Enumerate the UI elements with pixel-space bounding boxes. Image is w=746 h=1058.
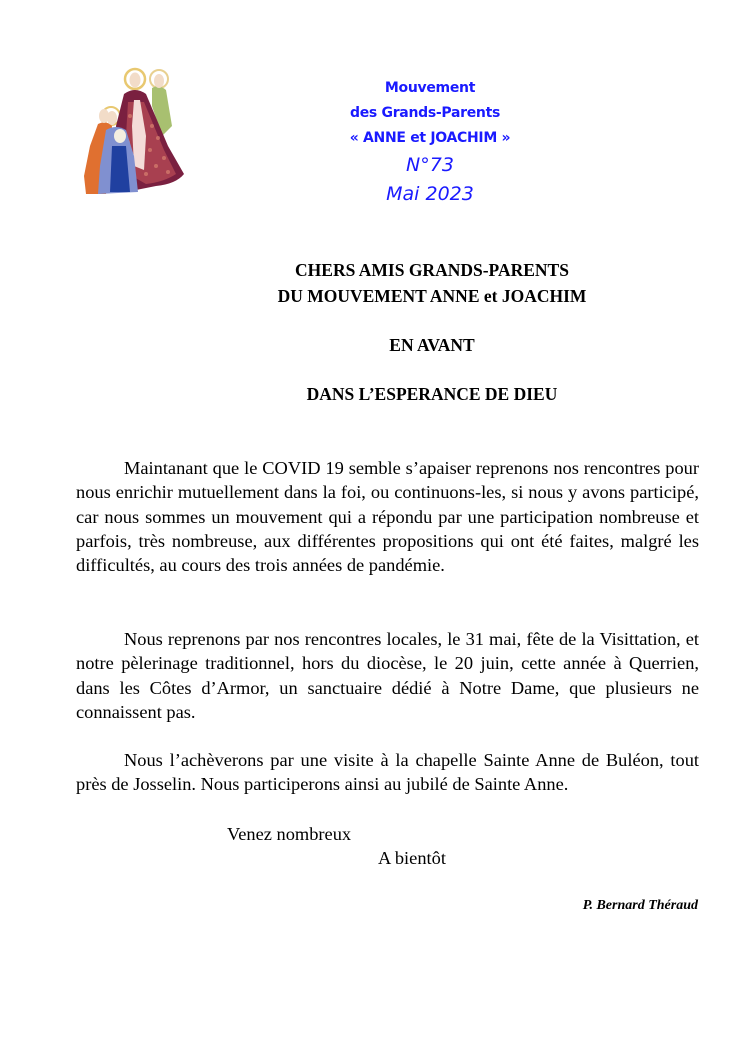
paragraph-3: Nous l’achèverons par une visite à la chapelle Sainte Anne de Buléon, tout près de Josselin. Nous participerons ainsi au jubilé de Sainte Anne.	[76, 750, 699, 795]
issue-date: Mai 2023	[386, 183, 474, 205]
holy-family-illustration	[76, 66, 196, 198]
header-anne-joachim: « ANNE et JOACHIM »	[349, 130, 511, 146]
closing-a-bientot: A bientôt	[378, 848, 446, 868]
closing-venez-nombreux: Venez nombreux	[227, 824, 352, 844]
header-movement: Mouvement	[384, 80, 476, 96]
title-line-4: DANS L’ESPERANCE DE DIEU	[306, 384, 558, 404]
header-grandparents: des Grands-Parents	[349, 105, 501, 121]
signature: P. Bernard Théraud	[582, 898, 698, 913]
title-line-2: DU MOUVEMENT ANNE et JOACHIM	[277, 286, 587, 306]
paragraph-1: Maintanant que le COVID 19 semble s’apaiser reprenons nos rencontres pour nous enrichir mutuellement dans la foi, ou continuons-les, si nous y avons participé, car nous sommes un mouvement qui a répondu par une participation nombreuse et parfois, très nombreuse, aux différentes propositions qui ont été faites, malgré les difficultés, au cours des trois années de pandémie.	[76, 458, 699, 576]
title-line-1: CHERS AMIS GRANDS-PARENTS	[295, 260, 569, 280]
issue-number: N°73	[406, 154, 454, 176]
title-line-3: EN AVANT	[389, 335, 475, 355]
paragraph-2: Nous reprenons par nos rencontres locales, le 31 mai, fête de la Visittation, et notre pèlerinage traditionnel, hors du diocèse, le 20 juin, cette année à Querrien, dans les Côtes d’Armor, un sanctuaire dédié à Notre Dame, que plusieurs ne connaissent pas.	[76, 629, 699, 722]
